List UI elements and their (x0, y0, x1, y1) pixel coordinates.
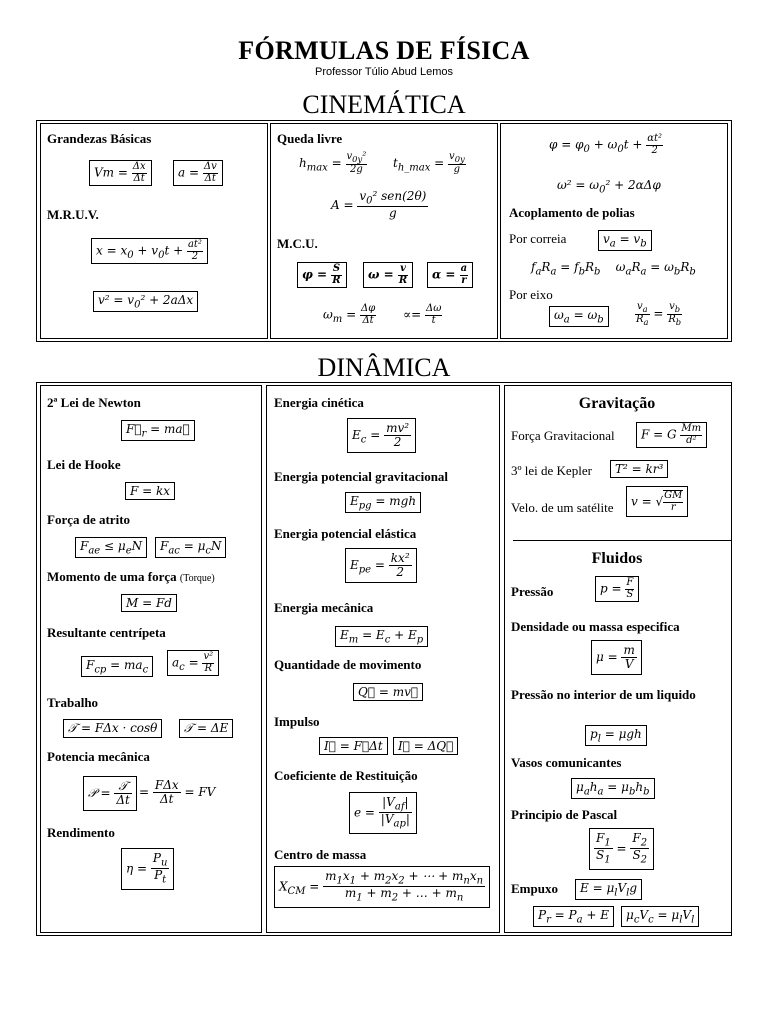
formula-pascal: $\frac{F_1}{S_1}$ = $\frac{F_2}{S_2}$ (589, 828, 654, 870)
formula-alfa-mcu: α = $\frac{a}{r}$ (427, 262, 473, 288)
section-heading-cinematica: CINEMÁTICA (302, 90, 466, 119)
label-pressao-liquido: Pressão no interior de um liquido (511, 687, 696, 702)
heading-gravitacao: Gravitação (578, 395, 656, 412)
label-coeficiente-restituicao: Coeficiente de Restituição (274, 768, 418, 783)
label-pascal: Principio de Pascal (511, 807, 618, 822)
formula-empuxo: $E = \mu_lV_lg$ (575, 879, 642, 900)
formula-centro-massa: $X_{CM}$ = $m_1x_1 + m_2x_2$ + ⋯ + $m_nx_n$ $m_1 + m_2$ + … + $m_n$ (274, 866, 490, 908)
formula-torricelli: $v^2 = v_0^2 + 2a\Delta x$ (93, 291, 198, 312)
label-energia-potencial-gravitacional: Energia potencial gravitacional (274, 469, 449, 484)
formula-fase-muv: $\varphi = \varphi_0 + \omega_0t$ + $\frac{\text{αt²}}{2}$ (549, 133, 663, 156)
formula-momento: M = Fd (121, 594, 177, 612)
label-velocidade-satelite: Velo. de um satélite (511, 500, 614, 515)
formula-correia: $v_a = v_b$ (598, 230, 652, 251)
cinematica-cell-queda (270, 123, 498, 339)
dinamica-cell-energia (266, 385, 500, 933)
label-centro-massa: Centro de massa (274, 847, 367, 862)
label-momento-text: Momento de uma força (47, 569, 177, 584)
label-energia-cinetica: Energia cinética (274, 395, 364, 410)
formula-vasos-comunicantes: $\mu_ah_a = \mu_bh_b$ (571, 778, 655, 799)
label-forca-gravitacional: Força Gravitacional (511, 428, 615, 443)
label-grandezas-basicas: Grandezas Básicas (47, 131, 152, 146)
label-potencia: Potencia mecânica (47, 749, 150, 764)
formula-trabalho-energia: 𝒯 = ΔE (179, 719, 233, 738)
formula-coeficiente-restituicao: e = $|V_{af}|$ $|V_{ap}|$ (349, 792, 417, 834)
formula-volume-deslocado: $\mu_cV_c = \mu_lV_l$ (621, 906, 699, 927)
formula-posicao-mruv: $x = x_0 + v_0t$ + $\frac{\text{at²}}{2}$ (91, 238, 208, 264)
formula-fase-mcu: φ = $\frac{S}{R}$ (297, 262, 347, 288)
label-mcu: M.C.U. (277, 236, 318, 251)
formula-pressao-liquido: $p_l = \mu gh$ (585, 725, 647, 746)
formula-impulso-forca: I⃗ = F⃗Δt (319, 737, 388, 755)
dinamica-cell-gravitacao-fluidos (504, 385, 732, 933)
formula-potencia: 𝒫 = 𝒯 Δt (83, 776, 137, 811)
formula-trabalho: 𝒯 = FΔx · cosθ (63, 719, 162, 738)
dinamica-cell-forcas (40, 385, 262, 933)
formula-kepler: T² = kr³ (610, 460, 668, 478)
label-energia-potencial-elastica: Energia potencial elástica (274, 526, 417, 541)
label-atrito: Força de atrito (47, 512, 131, 527)
formula-alfa-media: ∝= $\frac{\Delta\omega}{t}$ (403, 303, 442, 326)
formula-forca-gravitacional: F = G $\frac{Mm}{\text{d²}}$ (636, 422, 707, 448)
label-mruv: M.R.U.V. (47, 207, 99, 222)
label-segunda-lei: 2ª Lei de Newton (47, 395, 141, 410)
formula-pressao: p = $\frac{F}{S}$ (595, 576, 639, 602)
formula-omega-mcu: ω = $\frac{v}{R}$ (363, 262, 413, 288)
label-por-correia: Por correia (509, 231, 567, 246)
formula-energia-potencial-gravitacional: $E_{pg}$ = mgh (345, 492, 421, 513)
cinematica-cell-polias (500, 123, 728, 339)
label-momento (47, 569, 215, 585)
label-hooke: Lei de Hooke (47, 457, 121, 472)
label-por-eixo: Por eixo (509, 287, 553, 302)
divider-gravitacao-fluidos (513, 540, 732, 541)
label-queda-livre: Queda livre (277, 131, 343, 146)
label-energia-mecanica: Energia mecânica (274, 600, 374, 615)
formula-peso-real: $P_r = P_a + E$ (533, 906, 614, 927)
page-title: FÓRMULAS DE FÍSICA (238, 36, 530, 65)
formula-energia-mecanica: $E_m = E_c + E_p$ (335, 626, 428, 647)
label-quantidade-movimento: Quantidade de movimento (274, 657, 422, 672)
formula-forca-centripeta: $F_{cp} = ma_c$ (81, 656, 153, 677)
formula-alcance: A = $v_0^2$ sen(2θ) g (331, 189, 427, 221)
formula-altura-maxima: $h_{max}$ = $\frac{v_{0y}^2}{2g}$ (299, 151, 367, 175)
cinematica-cell-basicas (40, 123, 268, 339)
label-vasos-comunicantes: Vasos comunicantes (511, 755, 622, 770)
formula-tempo-maximo: $t_{h\_max}$ = $\frac{v_{0y}}{g}$ (393, 151, 465, 175)
formula-energia-potencial-elastica: $E_{pe}$ = $\frac{\text{kx²}}{2}$ (345, 548, 417, 583)
label-acoplamento: Acoplamento de polias (509, 205, 635, 220)
formula-aceleracao-centripeta: $a_c$ = $\frac{\text{v²}}{R}$ (167, 650, 219, 676)
label-rendimento: Rendimento (47, 825, 115, 840)
label-pressao: Pressão (511, 584, 554, 599)
formula-segunda-lei: $F⃗_r$ = ma⃗ (121, 420, 195, 441)
formula-omega-media: $\omega_m$ = $\frac{\Delta\varphi}{\Delta t}$ (323, 303, 376, 326)
formula-densidade: μ = $\frac{m}{V}$ (591, 640, 642, 675)
formula-eixo-razao: $\frac{v_a}{R_a}$ = $\frac{v_b}{R_b}$ (636, 301, 682, 327)
formula-eixo: $\omega_a = \omega_b$ (549, 306, 609, 327)
formula-aceleracao: a = $\frac{\Delta v}{\Delta t}$ (173, 160, 223, 186)
section-heading-dinamica: DINÂMICA (317, 353, 451, 382)
formula-impulso-quantidade: I⃗ = ΔQ⃗ (393, 737, 458, 755)
heading-fluidos: Fluidos (591, 550, 643, 567)
label-torque: (Torque) (179, 573, 215, 584)
label-densidade: Densidade ou massa especifica (511, 619, 680, 634)
label-trabalho: Trabalho (47, 695, 99, 710)
formula-energia-cinetica: $E_c$ = $\frac{\text{mv²}}{2}$ (347, 418, 416, 453)
formula-potencia-forca: = FΔx Δt = FV (139, 778, 216, 807)
label-kepler: 3º lei de Kepler (511, 463, 592, 478)
label-impulso: Impulso (274, 714, 320, 729)
label-centripeta: Resultante centrípeta (47, 625, 166, 640)
formula-atrito-cinetico: $F_{ac} = \mu_cN$ (155, 537, 226, 558)
formula-atrito-estatico: $F_{ae} \le \mu_eN$ (75, 537, 147, 558)
formula-frequencia-raio: $f_aR_a = f_bR_b$ $\omega_aR_a = \omega_bR_b$ (531, 260, 696, 278)
formula-torricelli-angular: $\omega^2 = \omega_0^2 + 2\alpha\Delta\varphi$ (557, 178, 661, 196)
formula-rendimento: η = $\frac{P_u}{P_t}$ (121, 848, 174, 890)
author-name: Professor Túlio Abud Lemos (315, 66, 453, 78)
label-empuxo: Empuxo (511, 881, 558, 896)
formula-quantidade-movimento: Q⃗ = mv⃗ (353, 683, 423, 701)
formula-velocidade-satelite: v = √ $\frac{GM}{r}$ (626, 486, 688, 517)
formula-hooke: F = kx (125, 482, 175, 500)
formula-velocidade-media: Vm = $\frac{\Delta x}{\Delta t}$ (89, 160, 152, 186)
